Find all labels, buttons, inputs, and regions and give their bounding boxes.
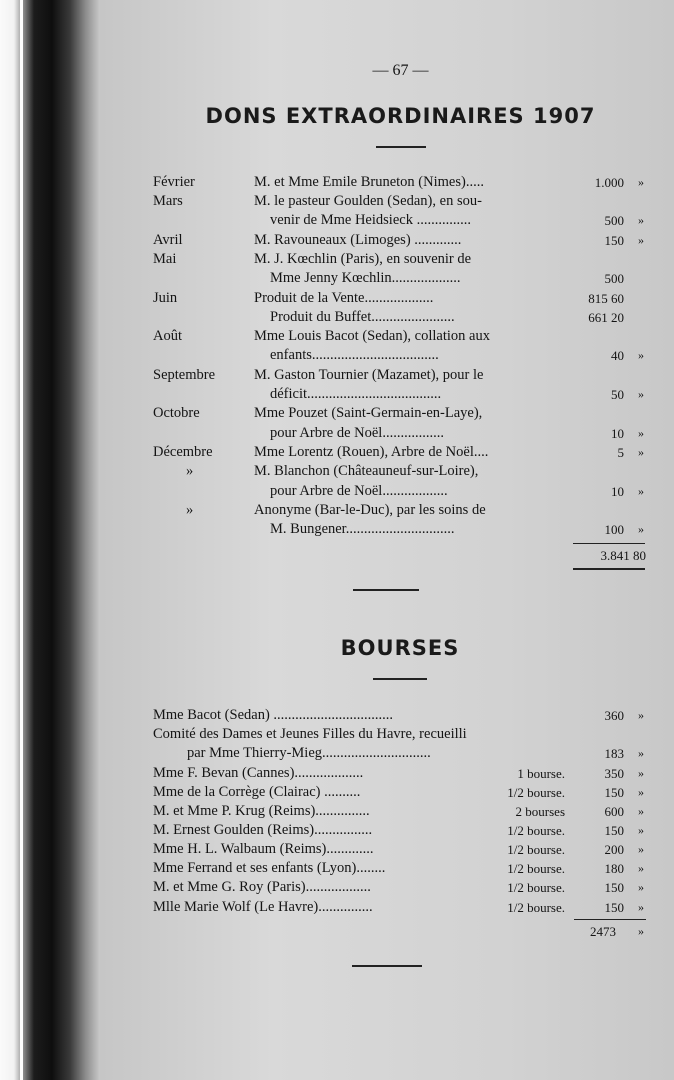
row-amount: 661 20 (588, 310, 624, 325)
bourses-total: 2473 (590, 924, 616, 939)
row-description: pour Arbre de Noël................. (270, 425, 444, 441)
row-mark: » (638, 823, 644, 837)
bourses-total-rule (574, 919, 646, 920)
row-mark: » (638, 804, 644, 818)
row-amount: 10 (611, 426, 624, 441)
dons-row (0, 443, 674, 462)
bourse-row (0, 840, 674, 859)
bourse-row (0, 783, 674, 802)
bourse-row (0, 802, 674, 821)
row-bourse-count: 1/2 bourse. (507, 842, 565, 857)
bourses-total-mark: » (638, 924, 644, 938)
title-underline (373, 678, 427, 680)
row-donor: M. et Mme P. Krug (Reims)............... (153, 803, 370, 819)
row-month: Septembre (153, 367, 216, 383)
dons-row (0, 192, 674, 211)
row-amount: 40 (611, 348, 624, 363)
row-amount: 500 (604, 271, 624, 286)
row-month: Mai (153, 251, 177, 267)
total-rule-top (573, 543, 645, 544)
dons-row (0, 211, 674, 230)
row-donor: par Mme Thierry-Mieg.............................. (187, 745, 431, 761)
row-description: M. Gaston Tournier (Mazamet), pour le (254, 367, 484, 383)
row-description: M. J. Kœchlin (Paris), en souvenir de (254, 251, 472, 267)
row-description: enfants................................... (270, 347, 439, 363)
row-amount: 150 (604, 900, 624, 915)
page-number: — 67 — (372, 62, 429, 79)
row-description: Anonyme (Bar-le-Duc), par les soins de (254, 502, 486, 518)
dons-total-row (0, 546, 674, 565)
bourse-row (0, 725, 674, 744)
row-mark: » (638, 426, 644, 440)
dons-row (0, 501, 674, 520)
dons-row (0, 520, 674, 539)
bourse-row (0, 859, 674, 878)
bourse-row (0, 706, 674, 725)
row-description: Produit du Buffet....................... (270, 309, 455, 325)
row-amount: 150 (604, 785, 624, 800)
row-mark: » (638, 445, 644, 459)
row-amount: 1.000 (594, 175, 624, 190)
row-description: M. le pasteur Goulden (Sedan), en sou- (254, 193, 482, 209)
row-donor: Mme Bacot (Sedan) ................................. (153, 707, 394, 723)
row-amount: 500 (604, 213, 624, 228)
row-description: Mme Jenny Kœchlin................... (270, 270, 461, 286)
dons-row (0, 424, 674, 443)
row-mark: » (638, 708, 644, 722)
row-description: Mme Louis Bacot (Sedan), collation aux (254, 328, 490, 344)
row-description: venir de Mme Heidsieck ............... (270, 212, 471, 228)
row-amount: 815 60 (588, 291, 624, 306)
dons-row (0, 269, 674, 288)
row-mark: » (638, 900, 644, 914)
row-mark: » (638, 766, 644, 780)
row-description: M. Ravouneaux (Limoges) ............. (254, 232, 462, 248)
dons-row (0, 346, 674, 365)
row-description: déficit..................................... (270, 386, 442, 402)
dons-row (0, 404, 674, 423)
row-mark: » (638, 861, 644, 875)
row-donor: Mlle Marie Wolf (Le Havre)............... (153, 899, 373, 915)
row-donor: Mme de la Corrège (Clairac) .......... (153, 784, 361, 800)
row-donor: M. et Mme G. Roy (Paris).................. (153, 879, 371, 895)
row-description: M. Bungener.............................. (270, 521, 455, 537)
section-title-bourses: BOURSES (340, 636, 460, 660)
dons-row (0, 385, 674, 404)
bourse-row (0, 898, 674, 917)
dons-row (0, 289, 674, 308)
row-month: Avril (153, 232, 183, 248)
dons-row (0, 308, 674, 327)
row-donor: Mme Ferrand et ses enfants (Lyon)........ (153, 860, 386, 876)
dons-row (0, 231, 674, 250)
row-donor: Mme F. Bevan (Cannes)................... (153, 765, 364, 781)
row-mark: » (638, 387, 644, 401)
row-month: » (186, 463, 194, 479)
total-rule-bottom (573, 568, 645, 570)
end-divider (352, 965, 422, 967)
row-mark: » (638, 880, 644, 894)
dons-row (0, 482, 674, 501)
row-description: Mme Lorentz (Rouen), Arbre de Noël.... (254, 444, 489, 460)
row-description: Mme Pouzet (Saint-Germain-en-Laye), (254, 405, 483, 421)
dons-row (0, 462, 674, 481)
row-bourse-count: 2 bourses (515, 804, 565, 819)
row-month: Août (153, 328, 182, 344)
bourse-row (0, 821, 674, 840)
dons-row (0, 366, 674, 385)
row-bourse-count: 1/2 bourse. (507, 823, 565, 838)
row-mark: » (638, 785, 644, 799)
bourse-row (0, 878, 674, 897)
row-amount: 10 (611, 484, 624, 499)
row-amount: 100 (604, 522, 624, 537)
section-title-dons: DONS EXTRAORDINAIRES 1907 (205, 104, 596, 128)
row-amount: 150 (604, 880, 624, 895)
bourses-total-row (0, 922, 674, 941)
bourse-row (0, 764, 674, 783)
row-bourse-count: 1 bourse. (517, 766, 565, 781)
row-month: Juin (153, 290, 178, 306)
row-mark: » (638, 213, 644, 227)
row-description: M. Blanchon (Châteauneuf-sur-Loire), (254, 463, 479, 479)
dons-total: 3.841 80 (600, 548, 646, 563)
row-bourse-count: 1/2 bourse. (507, 900, 565, 915)
title-underline (376, 146, 426, 148)
row-mark: » (638, 348, 644, 362)
row-month: Octobre (153, 405, 200, 421)
row-mark: » (638, 842, 644, 856)
dons-row (0, 173, 674, 192)
row-bourse-count: 1/2 bourse. (507, 880, 565, 895)
row-amount: 180 (604, 861, 624, 876)
dons-row (0, 327, 674, 346)
bourse-row (0, 744, 674, 763)
row-amount: 200 (604, 842, 624, 857)
row-bourse-count: 1/2 bourse. (507, 861, 565, 876)
row-amount: 5 (617, 445, 624, 460)
row-amount: 50 (611, 387, 624, 402)
row-description: Produit de la Vente................... (254, 290, 434, 306)
row-mark: » (638, 484, 644, 498)
row-mark: » (638, 175, 644, 189)
row-mark: » (638, 233, 644, 247)
row-bourse-count: 1/2 bourse. (507, 785, 565, 800)
row-month: Décembre (153, 444, 213, 460)
row-amount: 183 (604, 746, 624, 761)
row-donor: M. Ernest Goulden (Reims)................ (153, 822, 373, 838)
row-amount: 150 (604, 823, 624, 838)
row-month: Mars (153, 193, 183, 209)
row-amount: 600 (604, 804, 624, 819)
row-description: pour Arbre de Noël.................. (270, 483, 448, 499)
row-donor: Mme H. L. Walbaum (Reims)............. (153, 841, 374, 857)
row-amount: 360 (604, 708, 624, 723)
dons-row (0, 250, 674, 269)
row-mark: » (638, 522, 644, 536)
row-donor: Comité des Dames et Jeunes Filles du Havre, recueilli (153, 726, 467, 742)
row-month: Février (153, 174, 195, 190)
row-amount: 150 (604, 233, 624, 248)
row-description: M. et Mme Emile Bruneton (Nimes)..... (254, 174, 484, 190)
row-month: » (186, 502, 194, 518)
row-amount: 350 (604, 766, 624, 781)
section-divider (353, 589, 419, 591)
row-mark: » (638, 746, 644, 760)
